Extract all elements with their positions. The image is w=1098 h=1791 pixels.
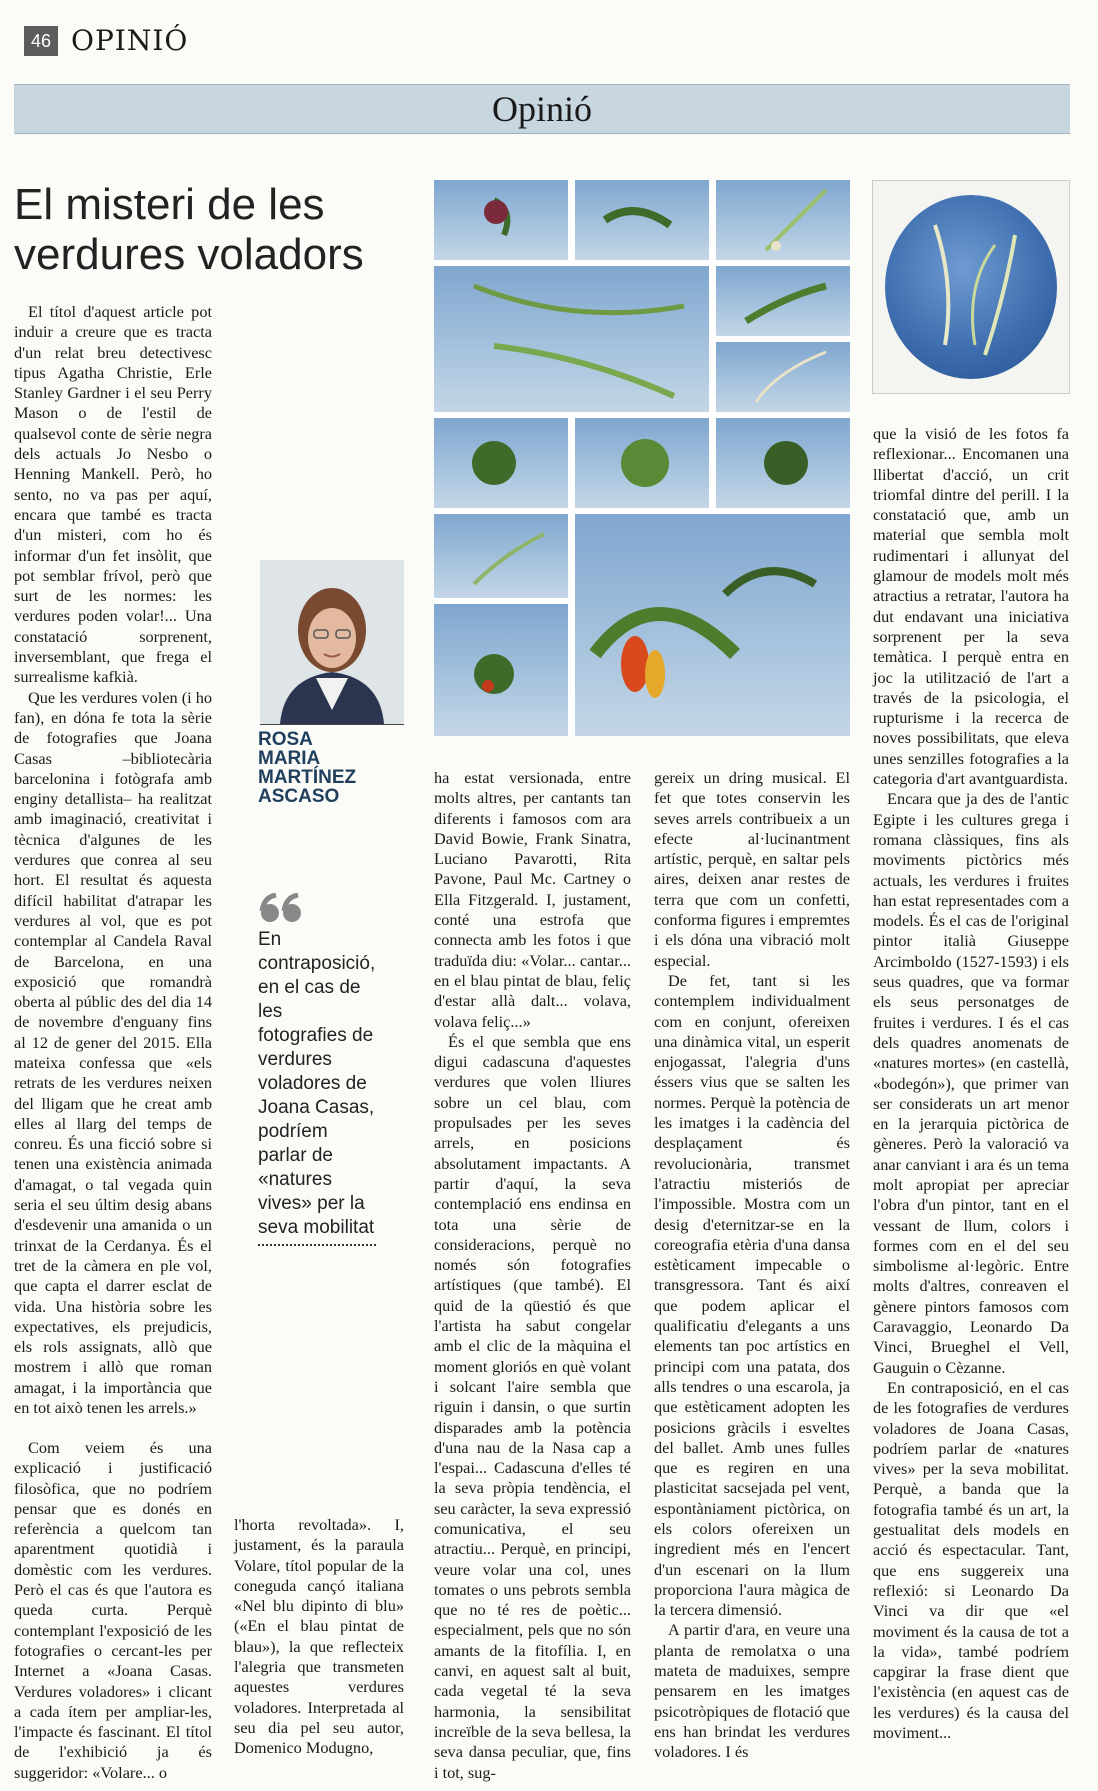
photo-tile bbox=[716, 418, 850, 508]
article-column-1-bottom bbox=[14, 1438, 212, 1783]
section-banner bbox=[14, 84, 1070, 134]
author-portrait-illustration bbox=[260, 560, 404, 724]
photo-tile bbox=[716, 266, 850, 336]
paragraph: És el que sembla que ens digui cadascuna d'aquestes verdures que volen lliures sobre un cel blau, com propulsades per les seves arrels, en posicions absolutament impactants. A partir d'aquí, la seva contemplació ens endinsa en tota una sèrie de consideracions, perquè no només són fotografies artístiques (que també). El quid de la qüestió és que l'artista ha sabut congelar amb el clic de la màquina el moment gloriós en què volant i solcant l'aire sembla que riguin i dansin, o que surtin disparades amb la potència d'una nau de la Nasa cap a l'espai... Cadascuna d'elles té la seva pròpia tendència, el seu caràcter, la seva expressió comunicativa, el seu atractiu... Perquè, en principi, veure volar una col, unes tomates o uns pebrots sembla que no té res de poètic... especialment, pels que no són amants de la fitofília. I, en canvi, en aquest salt al buit, cada vegetal té la seva harmonia, la sensibilitat increïble de la seva bellesa, la seva dansa peculiar, que, fins i tot, sug- bbox=[434, 1031, 631, 1782]
photo-tile bbox=[575, 180, 709, 260]
photo-tile bbox=[434, 514, 568, 598]
page-number: 46 bbox=[24, 26, 58, 56]
paragraph: A partir d'ara, en veure una planta de remolatxa o una mateta de maduixes, sempre pensarem en les imatges psicotròpiques de flotació que ens han brindat les verdures voladores. I és bbox=[654, 1620, 850, 1762]
article-column-2 bbox=[234, 1515, 404, 1759]
paragraph: Que les verdures volen (i ho fan), en dóna fe tota la sèrie de fotografies que Joana Casas –bibliotecària barcelonina i fotògrafa amb enginy detallista– ha realitzat amb imaginació, creativitat i tècnica d'algunes de les verdures que conrea al seu hort. El resultat és aquesta difícil habilitat d'atrapar les verdures al vol, que es pot contemplar al Candela Raval de Barcelona, en una exposició que romandrà oberta al públic des del dia 14 de novembre d'enguany fins al 12 de gener del 2015. Ella mateixa confessa que «els retrats de les verdures neixen del lligam que he creat amb elles al llarg del temps de conreu. És una ficció sobre si tenen una existència animada d'amagat, o tal vegada quin seria el seu últim desig abans d'esdevenir una amanida o un trinxat de la Cerdanya. És el tret de la càmera en ple vol, que capta el darrer esclat de vida. Una història sobre les expectatives, els prejudicis, els rols assignats, allò que mostrem i allò que roman amagat, i la importància que en tot això tenen les arrels.» bbox=[14, 687, 213, 1418]
article-column-1 bbox=[14, 302, 212, 1418]
article-headline: El misteri de les verdures voladors bbox=[14, 180, 364, 279]
paragraph: que la visió de les fotos fa reflexionar... Encomanen una llibertat d'acció, un crit triomfal dintre del perill. I la constatació que, amb un material que sembla molt rudimentari i allunyat del glamour de models molt més atractius a retratar, l'autora ha dut endavant una iniciativa sorprenent per la seva temàtica. I perquè entra en joc la utilització de l'art a través de la psicologia, el rupturisme i la recerca de noves possibilitats, que eleva unes senzilles fotografies a la categoria d'art avantguardista. bbox=[873, 424, 1069, 789]
paragraph: l'horta revoltada». I, justament, és la paraula Volare, títol popular de la coneguda cançó italiana «Nel blu dipinto di blu» («En el blau pintat de blau»), la que reflecteix l'alegria que transmeten aquestes verdures voladores. Interpretada al seu dia pel seu autor, Domenico Modugno, bbox=[234, 1515, 404, 1758]
photo-tile bbox=[575, 418, 709, 508]
paragraph: ha estat versionada, entre molts altres, per cantants tan diferents i famosos com ara David Bowie, Frank Sinatra, Luciano Pavarotti, Rita Pavone, Paul Mc. Cartney o Ella Fitzgerald. I, justament, conté una estrofa que connecta amb les fotos i que traduïda diu: «Volar... cantar... en el blau pintat de blau, feliç d'estar allà dalt... volava, volava feliç...» bbox=[434, 768, 631, 1031]
photo-tile bbox=[434, 418, 568, 508]
article-column-4 bbox=[654, 768, 850, 1763]
quote-mark-icon bbox=[258, 893, 304, 925]
article-column-3 bbox=[434, 768, 631, 1783]
paragraph: En contraposició, en el cas de les fotografies de verdures voladores de Joana Casas, podríem parlar de «natures vives» per la seva mobilitat. Perquè, a banda que la fotografia també és un art, la gestualitat dels models en acció és espectacular. Tant, que ens suggereix una reflexió: si Leonardo Da Vinci va dir que «el moviment és la causa de tot a la vida», també podríem capgirar la frase dient que l'existència (en aquest cas de les verdures) és la causa del moviment... bbox=[873, 1377, 1069, 1742]
author-name-line: ROSA bbox=[258, 729, 313, 750]
banner-title: Opinió bbox=[491, 89, 592, 129]
paragraph: Encara que ja des de l'antic Egipte i les cultures grega i romana clàssiques, fins als moviments pictòrics més actuals, les verdures i fruites han estat representades com a models. És el cas de l'original pintor italià Giuseppe Arcimboldo (1527-1593) i els seus quadres, que va formar els seus personatges de fruites i verdures. I és el cas dels quadres anomenats de «natures mortes» (en castellà, «bodegón»), que primer van ser considerats un art menor en la jerarquia pictòrica de gèneres. Però la valoració va anar canviant i ara és un tema molt apropiat per apreciar l'obra d'un pintor, tant en el vessant de llum, colors i formes com en el del seu simbolisme al·legòric. Entre molts d'altres, conreaven el gènere pintors famosos com Caravaggio, Leonardo Da Vinci, Brueghel el Vell, Gauguin o Cèzanne. bbox=[873, 789, 1069, 1377]
author-name-line: MARTÍNEZ bbox=[258, 767, 357, 788]
author-name-line: MARIA bbox=[258, 748, 321, 769]
author-byline bbox=[258, 730, 408, 806]
author-name-line: ASCASO bbox=[258, 786, 340, 807]
photo-tile bbox=[434, 266, 709, 412]
paragraph: Com veiem és una explicació i justificació filosòfica, que no podríem pensar que es donés en referència a quelcom tan aparentment quotidià i domèstic com les verdures. Però el cas és que l'autora es queda curta. Perquè contemplant l'exposició de les fotografies o cercant-les per Internet a «Joana Casas. Verdures voladores» i clicant a cada ítem per ampliar-les, l'impacte és fascinant. El títol de l'exhibició ja és suggeridor: «Volare... o bbox=[14, 1438, 212, 1782]
circle-photo bbox=[885, 195, 1057, 379]
photo-tile bbox=[434, 604, 568, 736]
paragraph: El títol d'aquest article pot induir a creure que es tracta d'un relat breu detectivesc tipus Agatha Christie, Erle Stanley Gardner i el seu Perry Mason o de l'estil de qualsevol conte de sèrie negra dels actuals Jo Nesbo o Henning Mankell. Però, ho sento, no va pas per aquí, encara que també es tracta d'un misteri, com ho és informar d'un fet insòlit, que pot semblar frívol, però que surt de les normes: les verdures poden volar!... Una constatació sorprenent, inversemblant, que frega el surrealisme kafkià. bbox=[14, 302, 212, 687]
section-label: OPINIÓ bbox=[71, 24, 189, 57]
paragraph: gereix un dring musical. El fet que totes conservin les seves arrels contribueix a un efecte al·lucinantment artístic, perquè, en saltar pels aires, deixen anar restes de terra que com un confetti, conforma figures i empremtes i els dóna una vibració molt especial. bbox=[654, 768, 850, 970]
article-column-5 bbox=[873, 424, 1069, 1743]
page-header bbox=[16, 22, 1086, 58]
featured-photo bbox=[872, 180, 1070, 394]
paragraph: De fet, tant si les contemplem individualment com en conjunt, ofereixen una dinàmica vital, un esperit enjogassat, l'alegria d'uns éssers vius que se salten les normes. Perquè la potència de les imatges i la cadència del desplaçament és revolucionària, transmet l'atractiu misteriós de l'impossible. Mostra com un desig d'eternitzar-se en la coreografia etèria d'una dansa estèticament impecable o transgressora. Tant és així que podem aplicar el qualificatiu d'elegants a uns elements tan poc artístics en principi com una patata, dos alls tendres o una escarola, ja que estèticament adopten les posicions gràcils i esveltes del ballet. Amb unes fulles que es regiren en una plasticitat sacsejada pel vent, espontàniament pictòrica, on els colors ofereixen un ingredient més en l'encert d'un escenari on la llum proporciona l'aura màgica de la tercera dimensió. bbox=[654, 970, 850, 1620]
photo-tile bbox=[716, 342, 850, 412]
photo-tile bbox=[575, 514, 850, 736]
photo-tile bbox=[434, 180, 568, 260]
photo-tile bbox=[716, 180, 850, 260]
vegetable-photo-collage bbox=[434, 180, 850, 736]
pull-quote: En contraposició, en el cas de les fotografies de verdures voladores de Joana Casas, podríem parlar de «natures vives» per la seva mobilitat bbox=[258, 928, 376, 1246]
author-photo bbox=[260, 560, 404, 725]
